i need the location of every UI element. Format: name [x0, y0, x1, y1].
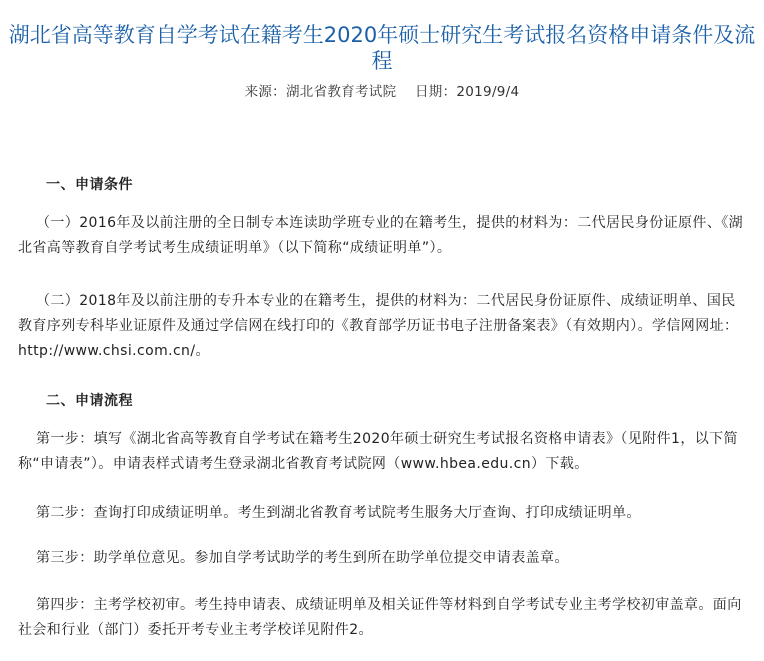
paragraph-step-3: 第三步：助学单位意见。参加自学考试助学的考生到所在助学单位提交申请表盖章。: [36, 550, 569, 566]
paragraph-condition-1: （一）2016年及以前注册的全日制专本连读助学班专业的在籍考生，提供的材料为：二代居民身份证原件、《湖北省高等教育自学考试考生成绩证明单》（以下简称“成绩证明单”）。: [18, 215, 744, 256]
paragraph-step-4: 第四步：主考学校初审。考生持申请表、成绩证明单及相关证件等材料到自学考试专业主考学校初审盖章。面向社会和行业（部门）委托开考专业主考学校详见附件2。: [18, 597, 742, 638]
paragraph-step-2: 第二步：查询打印成绩证明单。考生到湖北省教育考试院考生服务大厅查询、打印成绩证明单。: [36, 505, 641, 521]
article-meta: [0, 80, 764, 100]
article-source: 来源：湖北省教育考试院: [244, 84, 397, 100]
article-title: 湖北省高等教育自学考试在籍考生2020年硕士研究生考试报名资格申请条件及流程: [8, 23, 756, 73]
section-heading-process: 二、申请流程: [46, 393, 133, 409]
article-date: 日期：2019/9/4: [414, 84, 520, 100]
article: [0, 22, 764, 638]
paragraph-condition-2: （二）2018年及以前注册的专升本专业的在籍考生，提供的材料为：二代居民身份证原件、成绩证明单、国民教育序列专科毕业证原件及通过学信网在线打印的《教育部学历证书电子注册备案表》（有效期内）。学信网网址：http://www.chsi.com.cn/。: [18, 293, 739, 359]
paragraph-step-1: 第一步：填写《湖北省高等教育自学考试在籍考生2020年硕士研究生考试报名资格申请表》（见附件1，以下简称“申请表”）。申请表样式请考生登录湖北省教育考试院网（www.hbea.edu.cn）下载。: [18, 431, 738, 472]
section-heading-conditions: 一、申请条件: [46, 177, 133, 193]
